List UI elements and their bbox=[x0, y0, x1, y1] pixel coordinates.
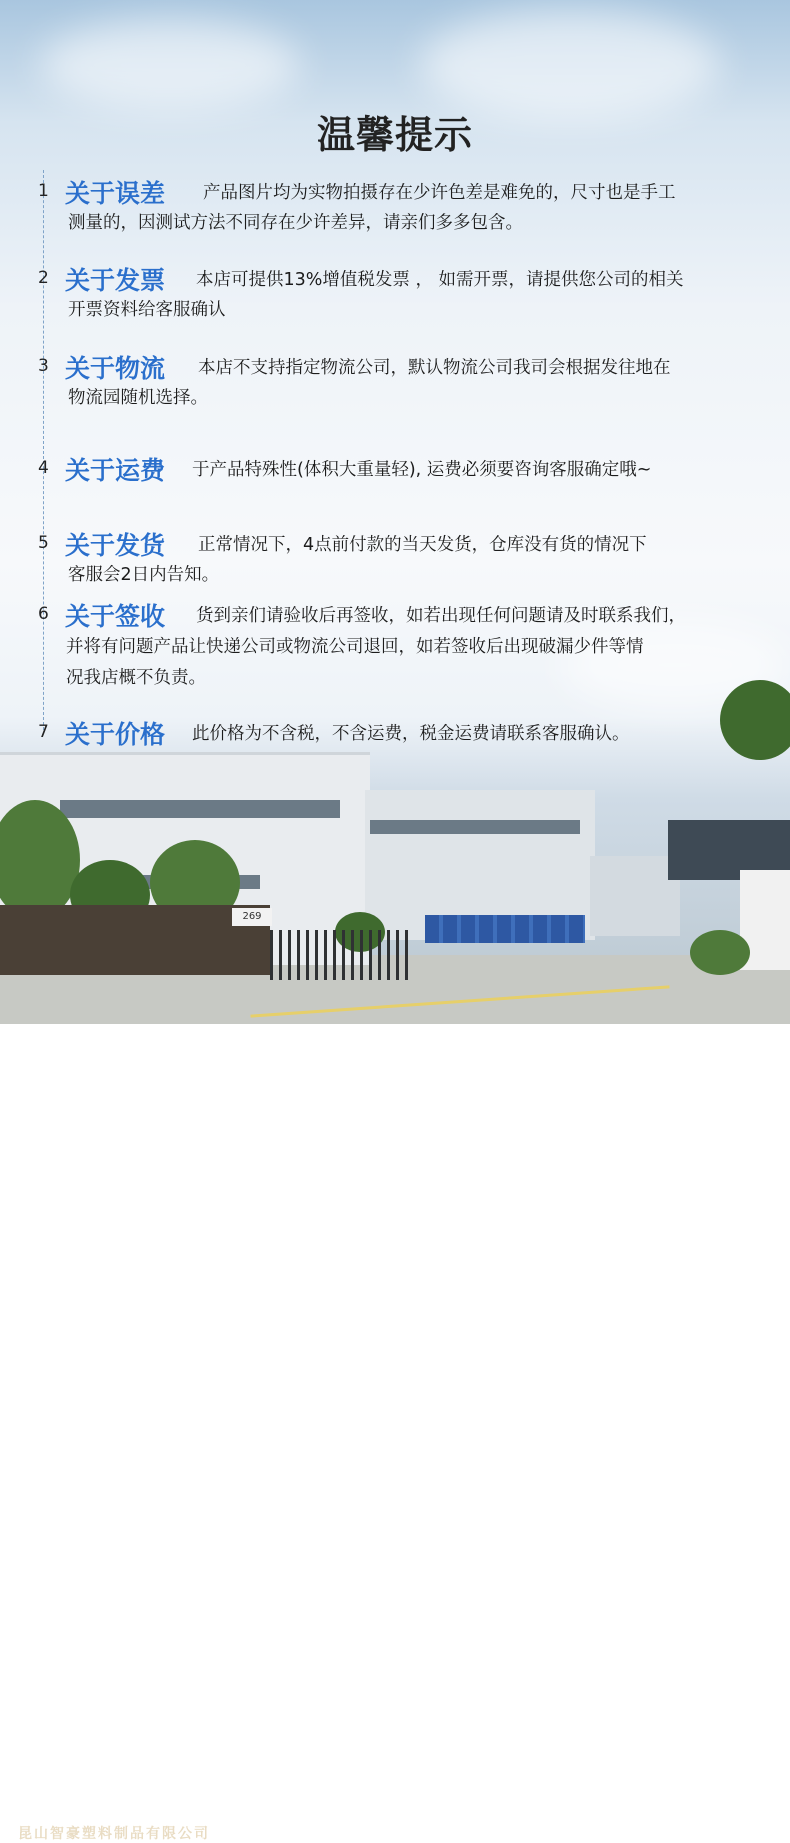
item-number: 4 bbox=[38, 458, 49, 478]
item-heading: 关于签收 bbox=[65, 602, 166, 631]
item-heading: 关于价格 bbox=[65, 720, 166, 749]
entrance-wall bbox=[0, 905, 270, 1842]
item-text-line: 并将有问题产品让快递公司或物流公司退回，如若签收后出现破漏少件等情 bbox=[66, 637, 644, 657]
window-row bbox=[370, 820, 580, 834]
item-number: 3 bbox=[38, 356, 49, 376]
page-title: 温馨提示 bbox=[316, 113, 473, 157]
item-heading: 关于物流 bbox=[65, 354, 166, 383]
item-text-line: 本店可提供13%增值税发票 ， 如需开票，请提供您公司的相关 bbox=[196, 270, 684, 290]
item-heading: 关于运费 bbox=[65, 456, 166, 485]
bush bbox=[690, 930, 750, 975]
tree bbox=[720, 680, 790, 760]
item-heading: 关于发货 bbox=[65, 531, 166, 560]
item-text-line: 正常情况下，4点前付款的当天发货，仓库没有货的情况下 bbox=[198, 535, 647, 555]
item-text-line: 本店不支持指定物流公司，默认物流公司我司会根据发往地在 bbox=[198, 358, 671, 378]
warehouse-building bbox=[590, 856, 680, 936]
item-text-line: 货到亲们请验收后再签收，如若出现任何问题请及时联系我们， bbox=[196, 606, 686, 626]
item-text-line: 测量的，因测试方法不同存在少许差异，请亲们多多包含。 bbox=[68, 213, 523, 233]
item-text-line: 此价格为不含税，不含运费，税金运费请联系客服确认。 bbox=[192, 724, 630, 744]
item-text-line: 产品图片均为实物拍摄存在少许色差是难免的，尺寸也是手工 bbox=[203, 183, 676, 203]
item-number: 5 bbox=[38, 533, 49, 553]
item-text-line: 客服会2日内告知。 bbox=[68, 565, 220, 585]
timeline-dashed-line bbox=[43, 170, 44, 730]
item-text-line: 物流园随机选择。 bbox=[68, 388, 208, 408]
item-text-line: 况我店概不负责。 bbox=[66, 668, 206, 688]
pallet-stack bbox=[425, 915, 585, 943]
item-number: 6 bbox=[38, 604, 49, 624]
item-text-line: 于产品特殊性(体积大重量轻), 运费必须要咨询客服确定哦~ bbox=[192, 460, 652, 480]
item-number: 7 bbox=[38, 722, 49, 742]
address-plate: 269 bbox=[232, 908, 272, 926]
cloud bbox=[40, 20, 300, 110]
window-row bbox=[60, 800, 340, 818]
factory-sign: 昆山智豪塑料制品有限公司 bbox=[18, 1826, 210, 1842]
item-heading: 关于误差 bbox=[65, 179, 166, 208]
item-text-line: 开票资料给客服确认 bbox=[68, 300, 226, 320]
retractable-gate bbox=[270, 930, 410, 980]
item-number: 1 bbox=[38, 181, 49, 201]
item-number: 2 bbox=[38, 268, 49, 288]
item-heading: 关于发票 bbox=[65, 266, 166, 295]
